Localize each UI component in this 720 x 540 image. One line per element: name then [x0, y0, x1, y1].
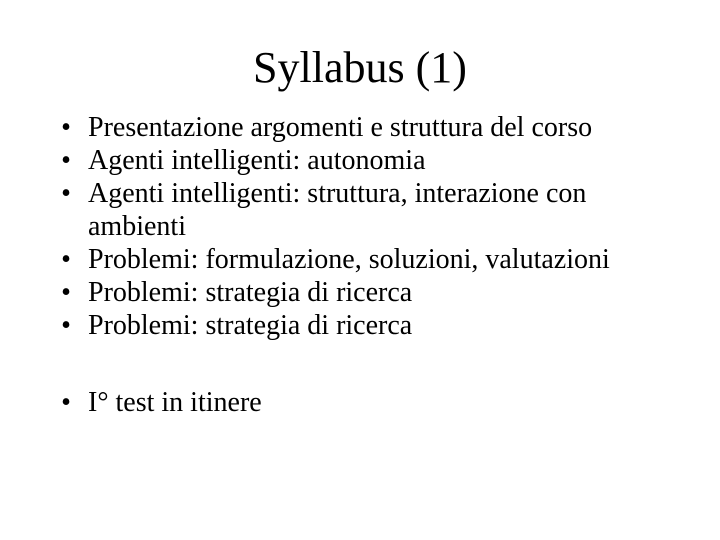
list-item [56, 243, 676, 276]
bullet-icon: • [61, 244, 71, 275]
list-item-text: Problemi: strategia di ricerca [88, 277, 413, 308]
bullet-icon: • [61, 387, 71, 418]
bullet-icon: • [61, 112, 71, 143]
bullet-icon: • [61, 310, 71, 341]
list-item-text: Problemi: formulazione, soluzioni, valutazioni [88, 244, 610, 275]
list-item-text: Presentazione argomenti e struttura del corso [88, 112, 593, 143]
slide-title: Syllabus (1) [253, 43, 467, 92]
list-item-text: Agenti intelligenti: autonomia [88, 145, 426, 176]
list-spacer [56, 342, 676, 386]
list-item [56, 144, 676, 177]
list-item [56, 386, 676, 419]
list-item [56, 177, 676, 243]
list-item [56, 276, 676, 309]
bullet-list [56, 111, 676, 419]
bullet-icon: • [61, 145, 71, 176]
bullet-icon: • [61, 277, 71, 308]
list-item [56, 111, 676, 144]
bullet-icon: • [61, 178, 71, 209]
list-item-text: Problemi: strategia di ricerca [88, 310, 413, 341]
list-item [56, 309, 676, 342]
list-item-text: Agenti intelligenti: struttura, interazione con ambienti [88, 178, 587, 242]
list-item-text: I° test in itinere [88, 387, 262, 418]
